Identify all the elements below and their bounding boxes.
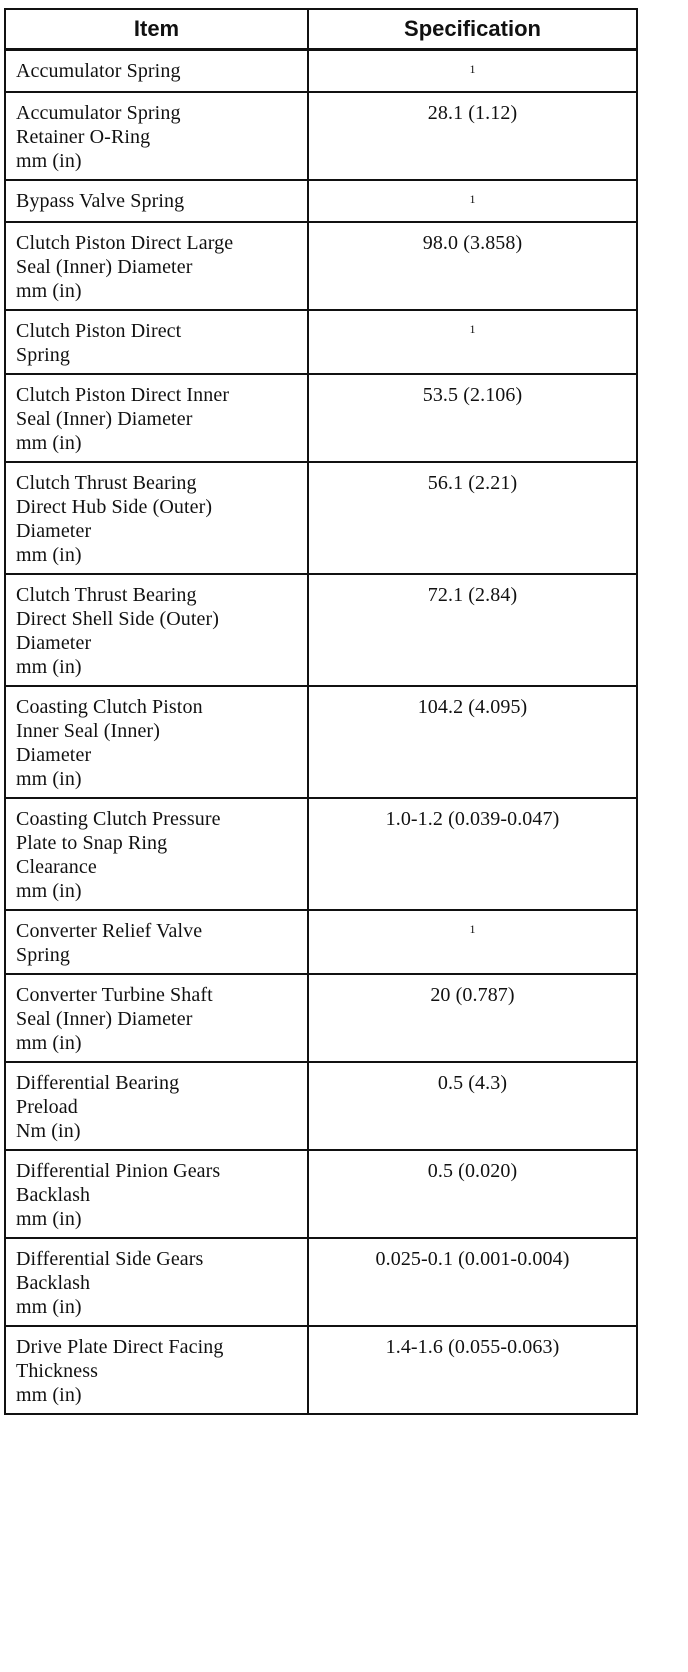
item-line: Differential Side Gears <box>16 1248 204 1270</box>
table-row <box>5 50 637 93</box>
footnote-marker: 1 <box>469 322 476 336</box>
item-cell <box>5 574 308 686</box>
specification-value: 53.5 (2.106) <box>422 384 523 406</box>
item-line: Accumulator Spring <box>16 60 181 82</box>
item-cell <box>5 92 308 180</box>
specification-cell <box>308 310 637 374</box>
item-line: mm (in) <box>16 1208 82 1230</box>
specification-value: 72.1 (2.84) <box>427 584 518 606</box>
item-line: Differential Bearing <box>16 1072 180 1094</box>
specification-cell <box>308 462 637 574</box>
table-row <box>5 374 637 462</box>
table-row <box>5 574 637 686</box>
item-line: Clutch Piston Direct <box>16 320 182 342</box>
footnote-marker: 1 <box>469 922 476 936</box>
specification-value: 104.2 (4.095) <box>417 696 528 718</box>
specification-cell <box>308 1150 637 1238</box>
specification-cell <box>308 50 637 93</box>
item-cell <box>5 910 308 974</box>
item-line: Coasting Clutch Piston <box>16 696 203 718</box>
item-line: Spring <box>16 344 70 366</box>
item-line: Seal (Inner) Diameter <box>16 1008 193 1030</box>
item-line: Clutch Piston Direct Large <box>16 232 234 254</box>
specification-value: 28.1 (1.12) <box>427 102 518 124</box>
item-cell <box>5 374 308 462</box>
item-line: Spring <box>16 944 70 966</box>
table-row <box>5 310 637 374</box>
item-line: Direct Hub Side (Outer) <box>16 496 213 518</box>
specification-cell <box>308 222 637 310</box>
specification-cell <box>308 1326 637 1414</box>
table-row <box>5 222 637 310</box>
item-cell <box>5 1062 308 1150</box>
specification-cell <box>308 798 637 910</box>
specification-cell <box>308 574 637 686</box>
specification-cell <box>308 92 637 180</box>
specification-cell <box>308 180 637 222</box>
item-line: mm (in) <box>16 768 82 790</box>
item-line: mm (in) <box>16 280 82 302</box>
item-line: Bypass Valve Spring <box>16 190 185 212</box>
header-specification: Specification <box>308 9 637 50</box>
item-cell <box>5 50 308 93</box>
table-row <box>5 1238 637 1326</box>
item-cell <box>5 462 308 574</box>
item-line: Clutch Thrust Bearing <box>16 584 197 606</box>
table-row <box>5 910 637 974</box>
item-cell <box>5 1238 308 1326</box>
specification-table <box>4 8 638 1415</box>
specification-cell <box>308 974 637 1062</box>
item-cell <box>5 1326 308 1414</box>
table-row <box>5 1062 637 1150</box>
table-row <box>5 798 637 910</box>
item-line: mm (in) <box>16 880 82 902</box>
item-line: Seal (Inner) Diameter <box>16 256 193 278</box>
item-line: Backlash <box>16 1272 91 1294</box>
item-line: mm (in) <box>16 1384 82 1406</box>
item-line: Coasting Clutch Pressure <box>16 808 221 830</box>
item-line: Backlash <box>16 1184 91 1206</box>
item-line: mm (in) <box>16 1296 82 1318</box>
specification-cell <box>308 374 637 462</box>
table-row <box>5 686 637 798</box>
item-line: Diameter <box>16 632 92 654</box>
item-cell <box>5 686 308 798</box>
specification-value: 98.0 (3.858) <box>422 232 523 254</box>
item-line: Diameter <box>16 520 92 542</box>
footnote-marker: 1 <box>469 192 476 206</box>
item-line: mm (in) <box>16 432 82 454</box>
table-row <box>5 1326 637 1414</box>
item-line: Differential Pinion Gears <box>16 1160 221 1182</box>
item-line: mm (in) <box>16 656 82 678</box>
item-line: Converter Relief Valve <box>16 920 203 942</box>
item-line: mm (in) <box>16 544 82 566</box>
item-line: mm (in) <box>16 1032 82 1054</box>
specification-value: 0.5 (0.020) <box>427 1160 518 1182</box>
footnote-marker: 1 <box>469 62 476 76</box>
table-row <box>5 92 637 180</box>
specification-value: 20 (0.787) <box>430 984 515 1006</box>
item-cell <box>5 180 308 222</box>
item-line: Direct Shell Side (Outer) <box>16 608 219 630</box>
item-line: Clutch Piston Direct Inner <box>16 384 230 406</box>
item-line: Retainer O-Ring <box>16 126 151 148</box>
table-row <box>5 1150 637 1238</box>
specification-cell <box>308 686 637 798</box>
table-row <box>5 180 637 222</box>
specification-value: 0.5 (4.3) <box>437 1072 508 1094</box>
table-body <box>5 50 637 1415</box>
specification-cell <box>308 1238 637 1326</box>
item-line: Inner Seal (Inner) <box>16 720 160 742</box>
item-line: Clearance <box>16 856 97 878</box>
item-line: Preload <box>16 1096 78 1118</box>
item-line: mm (in) <box>16 150 82 172</box>
table-row <box>5 462 637 574</box>
specification-cell <box>308 910 637 974</box>
table-row <box>5 974 637 1062</box>
header-item: Item <box>5 9 308 50</box>
item-cell <box>5 798 308 910</box>
item-line: Converter Turbine Shaft <box>16 984 213 1006</box>
item-cell <box>5 974 308 1062</box>
item-line: Accumulator Spring <box>16 102 181 124</box>
item-line: Nm (in) <box>16 1120 81 1142</box>
item-cell <box>5 1150 308 1238</box>
specification-value: 56.1 (2.21) <box>427 472 518 494</box>
item-cell <box>5 310 308 374</box>
specification-value: 1.0-1.2 (0.039-0.047) <box>385 808 560 830</box>
specification-value: 1.4-1.6 (0.055-0.063) <box>385 1336 560 1358</box>
item-line: Thickness <box>16 1360 98 1382</box>
specification-value: 0.025-0.1 (0.001-0.004) <box>375 1248 570 1270</box>
header-row <box>5 9 637 50</box>
specification-cell <box>308 1062 637 1150</box>
item-line: Plate to Snap Ring <box>16 832 168 854</box>
item-line: Seal (Inner) Diameter <box>16 408 193 430</box>
item-cell <box>5 222 308 310</box>
item-line: Clutch Thrust Bearing <box>16 472 197 494</box>
item-line: Diameter <box>16 744 92 766</box>
item-line: Drive Plate Direct Facing <box>16 1336 224 1358</box>
